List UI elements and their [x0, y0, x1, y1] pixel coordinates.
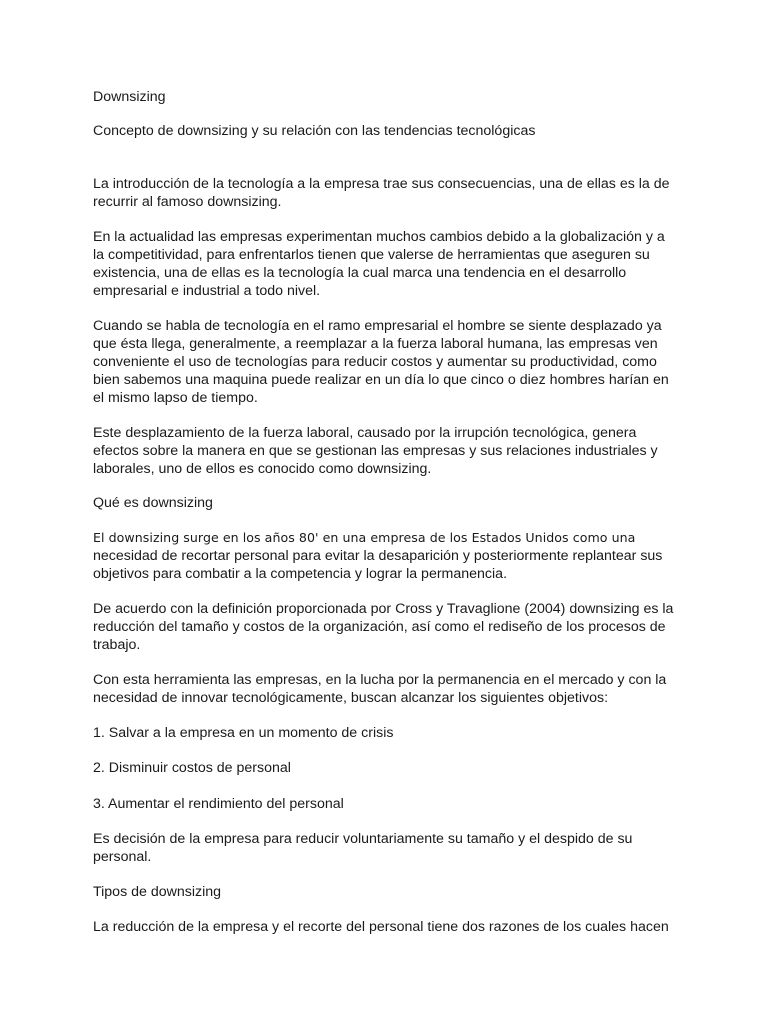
section-heading: Qué es downsizing: [93, 495, 213, 511]
paragraph-line: que ésta llega, generalmente, a reemplazar a la fuerza laboral humana, las empresas ven: [93, 336, 658, 352]
paragraph-line: necesidad de innovar tecnológicamente, buscan alcanzar los siguientes objetivos:: [93, 690, 609, 706]
paragraph-line: efectos sobre la manera en que se gestionan las empresas y sus relaciones industriales y: [93, 443, 658, 459]
paragraph-line: recurrir al famoso downsizing.: [93, 194, 282, 210]
document-subtitle: Concepto de downsizing y su relación con las tendencias tecnológicas: [93, 123, 536, 139]
paragraph-line: objetivos para combatir a la competencia y lograr la permanencia.: [93, 566, 508, 582]
document-title: Downsizing: [93, 89, 166, 105]
section-heading: Tipos de downsizing: [93, 884, 222, 900]
paragraph-line: la competitividad, para enfrentarlos tienen que valerse de herramientas que aseguren su: [93, 247, 650, 263]
paragraph-line: La introducción de la tecnología a la empresa trae sus consecuencias, una de ellas es la de: [93, 176, 670, 192]
paragraph-line: Con esta herramienta las empresas, en la lucha por la permanencia en el mercado y con la: [93, 672, 667, 688]
paragraph-line: trabajo.: [93, 637, 141, 653]
paragraph-line: El downsizing surge en los años 80' en una empresa de los Estados Unidos como una: [93, 530, 636, 545]
paragraph-line: conveniente el uso de tecnologías para reducir costos y aumentar su productividad, como: [93, 354, 657, 370]
paragraph-line: Este desplazamiento de la fuerza laboral, causado por la irrupción tecnológica, genera: [93, 425, 637, 441]
paragraph-line: Es decisión de la empresa para reducir voluntariamente su tamaño y el despido de su: [93, 831, 633, 847]
list-item: 1. Salvar a la empresa en un momento de crisis: [93, 725, 394, 741]
paragraph-line: personal.: [93, 849, 152, 865]
paragraph-line: Cuando se habla de tecnología en el ramo empresarial el hombre se siente desplazado ya: [93, 318, 662, 334]
paragraph-line: empresarial e industrial a todo nivel.: [93, 283, 321, 299]
list-item: 2. Disminuir costos de personal: [93, 760, 291, 776]
paragraph-line: En la actualidad las empresas experimentan muchos cambios debido a la globalización y a: [93, 229, 665, 245]
list-item: 3. Aumentar el rendimiento del personal: [93, 796, 344, 812]
paragraph-line: existencia, una de ellas es la tecnología la cual marca una tendencia en el desarrollo: [93, 265, 627, 281]
paragraph-line: De acuerdo con la definición proporcionada por Cross y Travaglione (2004) downsizing es la: [93, 601, 674, 617]
paragraph-line: necesidad de recortar personal para evitar la desaparición y posteriormente replantear sus: [93, 548, 663, 564]
paragraph-line: reducción del tamaño y costos de la organización, así como el rediseño de los procesos de: [93, 619, 666, 635]
paragraph-line: bien sabemos una maquina puede realizar en un día lo que cinco o diez hombres harían en: [93, 372, 669, 388]
paragraph-line: el mismo lapso de tiempo.: [93, 390, 258, 406]
paragraph-line: laborales, uno de ellos es conocido como downsizing.: [93, 461, 432, 477]
paragraph-line: La reducción de la empresa y el recorte del personal tiene dos razones de los cuales hacen: [93, 919, 669, 935]
